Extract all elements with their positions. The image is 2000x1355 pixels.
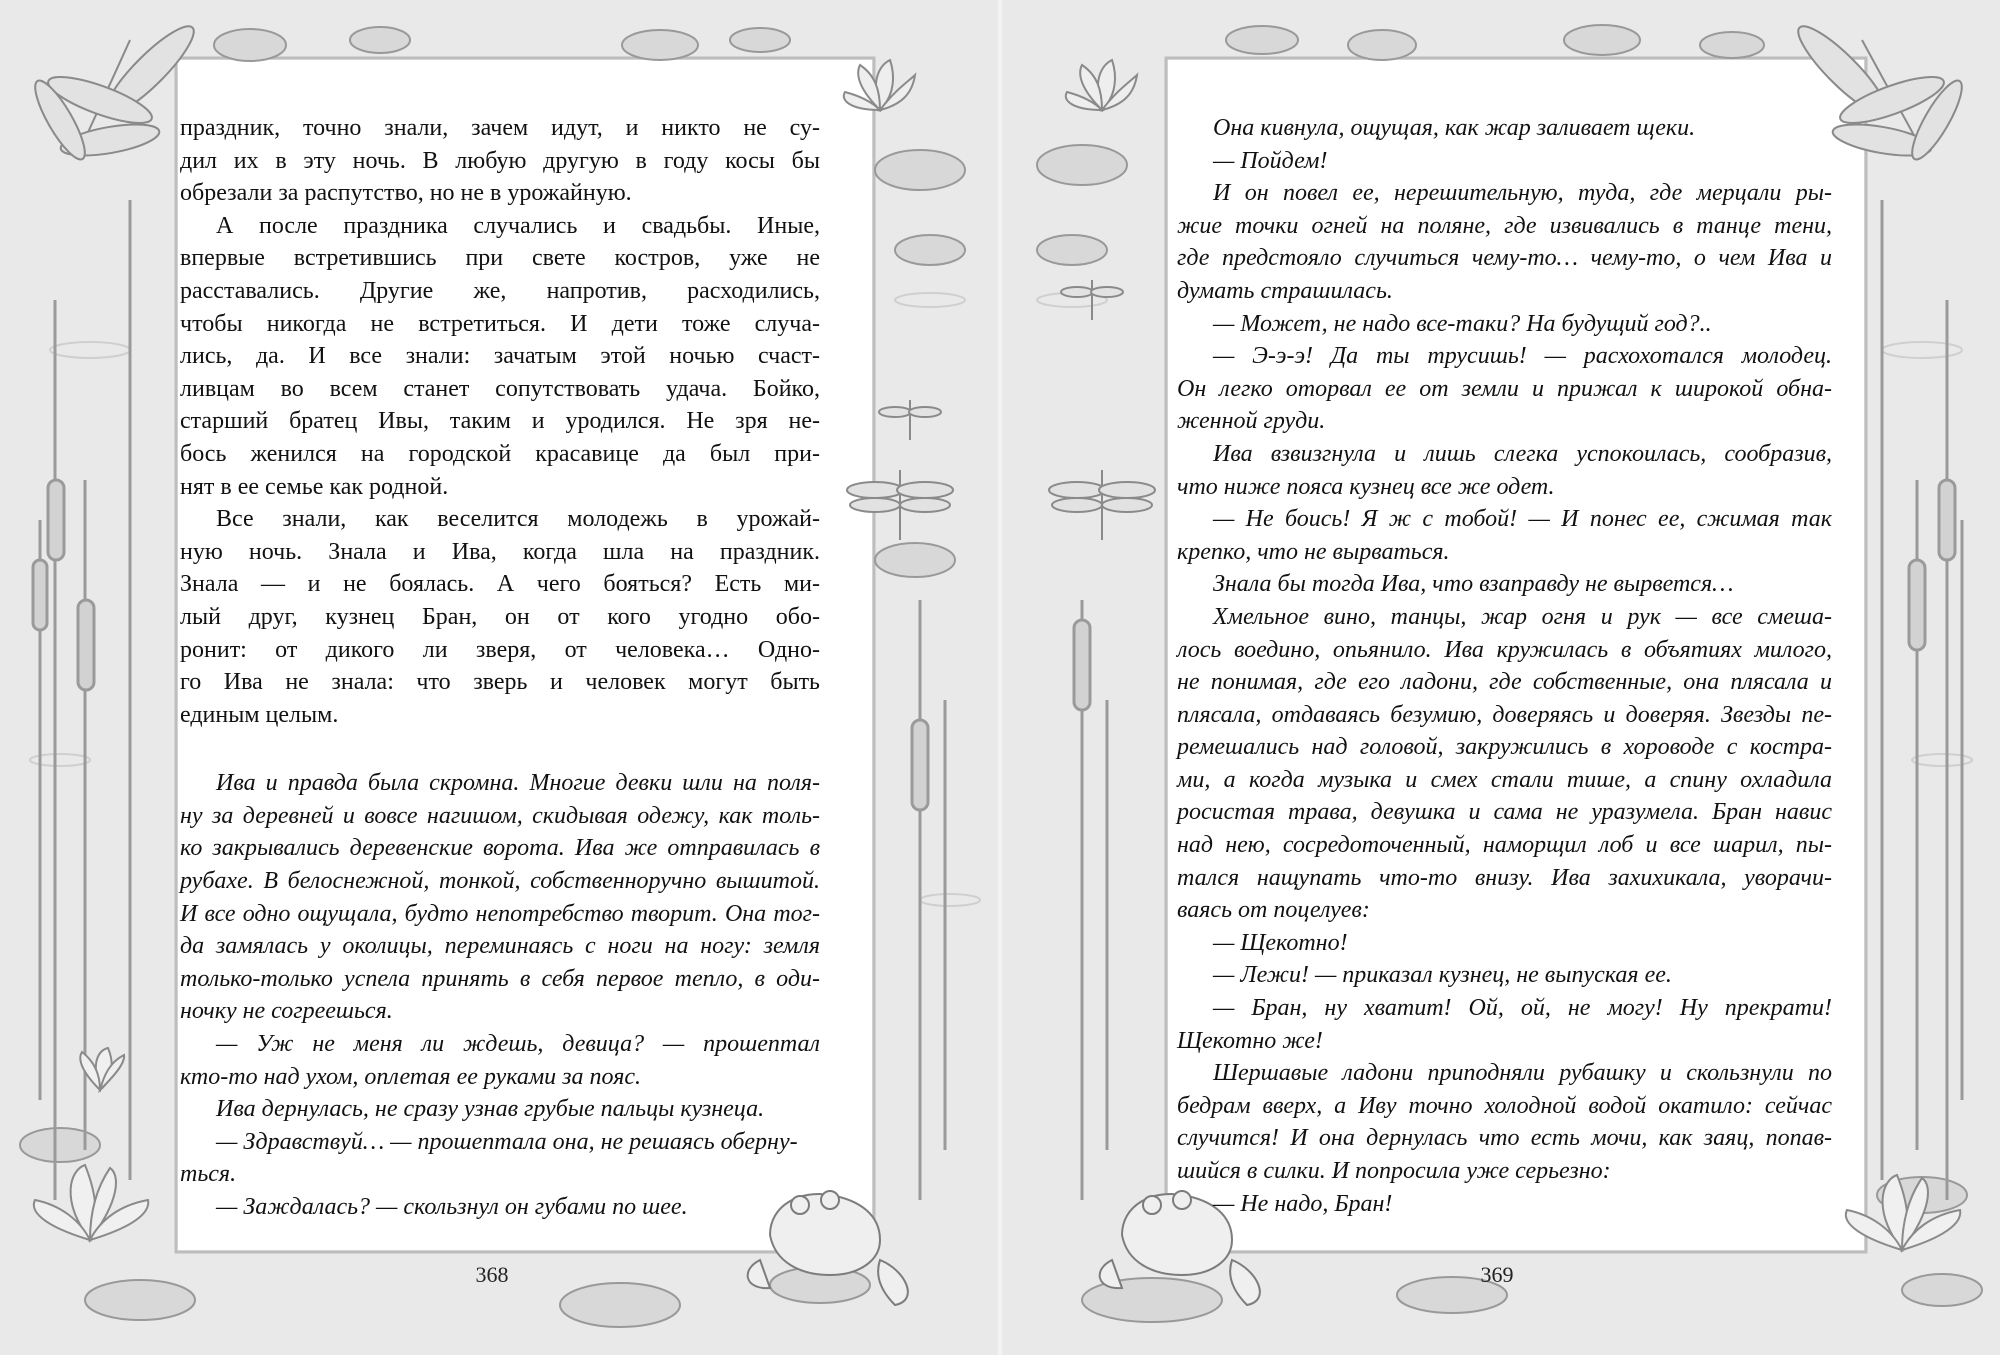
text-line: жие точки огней на поляне, где извивались в танце тени, (1177, 212, 1832, 239)
text-line: ронит: от дикого ли зверя, от человека… Одно- (180, 636, 820, 663)
text-line: — Здравствуй… — прошептала она, не решаясь оберну- (216, 1128, 798, 1155)
text-line: ко закрывались деревенские ворота. Ива же отправилась в (180, 835, 820, 862)
text-line: — Не надо, Бран! (1213, 1190, 1393, 1217)
text-line: Ива взвизгнула и лишь слегка успокоилась, сообразив, (1213, 440, 1832, 467)
text-line: Ива и правда была скромна. Многие девки шли на поля- (216, 770, 820, 797)
text-line: плясала, отдаваясь безумию, доверяясь и доверяя. Звезды пе- (1177, 701, 1832, 728)
text-line: И все одно ощущала, будто непотребство творит. Она тог- (180, 900, 820, 927)
text-line: Щекотно же! (1177, 1027, 1323, 1054)
text-line: И он повел ее, нерешительную, туда, где мерцали ры- (1213, 180, 1832, 207)
text-line: расставались. Другие же, напротив, расходились, (180, 277, 820, 304)
text-line: — Э-э-э! Да ты трусишь! — расхохотался молодец. (1213, 343, 1832, 370)
left-page (0, 0, 998, 1355)
text-line: чтобы никогда не встретиться. И дети тоже случа- (180, 310, 820, 337)
text-line: ваясь от поцелуев: (1177, 897, 1370, 924)
text-line: росистая трава, девушка и сама не уразумела. Бран навис (1177, 799, 1832, 826)
text-line: кто-то над ухом, оплетая ее руками за пояс. (180, 1063, 642, 1090)
page-number: 369 (1480, 1262, 1514, 1287)
text-line: — Лежи! — приказал кузнец, не выпуская ее. (1213, 962, 1672, 989)
text-line: А после праздника случались и свадьбы. Иные, (216, 212, 820, 239)
text-line: где предстояло случиться чему-то… чему-то, о чем Ива и (1177, 245, 1832, 272)
text-line: го Ива не знала: что зверь и человек могут быть (180, 669, 820, 696)
text-line: крепко, что не вырваться. (1177, 538, 1450, 565)
text-line: — Щекотно! (1213, 929, 1348, 956)
text-line: — Не боись! Я ж с тобой! — И понес ее, сжимая так (1213, 506, 1832, 533)
text-line: лый друг, кузнец Бран, он от кого угодно обо- (180, 603, 820, 630)
text-line: бедрам вверх, а Иву точно холодной водой окатило: сейчас (1177, 1092, 1832, 1119)
text-line: Хмельное вино, танцы, жар огня и рук — все смеша- (1213, 603, 1832, 630)
text-line: ну за деревней и вовсе нагишом, скидывая одежу, как толь- (180, 802, 820, 829)
text-line: ную ночь. Знала и Ива, когда шла на праздник. (180, 538, 820, 565)
text-line: думать страшилась. (1177, 277, 1393, 304)
text-line: единым целым. (180, 701, 339, 728)
text-line: праздник, точно знали, зачем идут, и никто не су- (180, 115, 820, 141)
text-line: Она кивнула, ощущая, как жар заливает щеки. (1213, 115, 1696, 141)
text-line: шийся в силки. И попросила уже серьезно: (1177, 1158, 1611, 1184)
text-line: только-только успела принять в себя первое тепло, в оди- (180, 965, 820, 992)
text-line: ремешались над головой, закружились в хороводе с костра- (1177, 734, 1832, 761)
text-line: нят в ее семье как родной. (180, 473, 449, 500)
text-line: ться. (180, 1161, 237, 1188)
text-line: Знала бы тогда Ива, что взаправду не вырвется… (1213, 571, 1734, 598)
text-line: ливцам во всем станет сопутствовать удача. Бойко, (180, 375, 820, 402)
text-line: случится! И она дернулась что есть мочи, как заяц, попав- (1177, 1125, 1832, 1152)
text-line: обрезали за распутство, но не в урожайную. (180, 180, 632, 207)
right-page (1002, 0, 2000, 1355)
page-number: 368 (475, 1262, 509, 1287)
text-line: рубахе. В белоснежной, тонкой, собственноручно вышитой. (180, 868, 820, 895)
text-line: тался нащупать что-то внизу. Ива захихикала, уворачи- (1177, 864, 1832, 891)
text-line: лось воедино, опьянило. Ива кружилась в объятиях милого, (1177, 636, 1832, 663)
left-page-body-text (180, 112, 820, 1224)
text-line: Все знали, как веселится молодежь в урожай- (216, 506, 820, 533)
text-line: не понимая, где его ладони, где собственные, она плясала и (1177, 669, 1832, 696)
text-line: да замялась у околицы, переминаясь с ноги на ногу: земля (180, 933, 820, 960)
text-line: женной груди. (1177, 408, 1326, 435)
text-line: — Пойдем! (1213, 147, 1328, 174)
text-line: Он легко оторвал ее от земли и прижал к широкой обна- (1177, 375, 1832, 402)
text-line: Шершавые ладони приподняли рубашку и скользнули по (1213, 1060, 1832, 1087)
text-line: — Бран, ну хватит! Ой, ой, не могу! Ну прекрати! (1213, 995, 1832, 1022)
text-line: бось женился на городской красавице да был при- (180, 440, 820, 467)
text-line: что ниже пояса кузнец все же одет. (1177, 473, 1555, 500)
text-line: старший братец Ивы, таким и уродился. Не зря не- (180, 408, 820, 435)
text-line: — Заждалась? — скользнул он губами по шее. (216, 1194, 688, 1220)
text-line: Ива дернулась, не сразу узнав грубые пальцы кузнеца. (216, 1096, 765, 1123)
text-line (180, 731, 820, 767)
text-line: ночку не согреешься. (180, 998, 393, 1025)
text-line: Знала — и не боялась. А чего бояться? Есть ми- (180, 571, 820, 598)
right-page-body-text (1177, 112, 1832, 1220)
text-line: дил их в эту ночь. В любую другую в году косы бы (180, 147, 820, 174)
text-line: лись, да. И все знали: зачатым этой ночью счаст- (180, 343, 820, 370)
text-line: ми, а когда музыка и смех стали тише, а спину охладила (1177, 766, 1832, 793)
text-line: над нею, сосредоточенный, наморщил лоб и все шарил, пы- (1177, 832, 1832, 859)
text-line: — Может, не надо все-таки? На будущий год?.. (1213, 310, 1712, 337)
text-line: впервые встретившись при свете костров, уже не (180, 245, 820, 272)
text-line: — Уж не меня ли ждешь, девица? — прошептал (216, 1031, 820, 1058)
